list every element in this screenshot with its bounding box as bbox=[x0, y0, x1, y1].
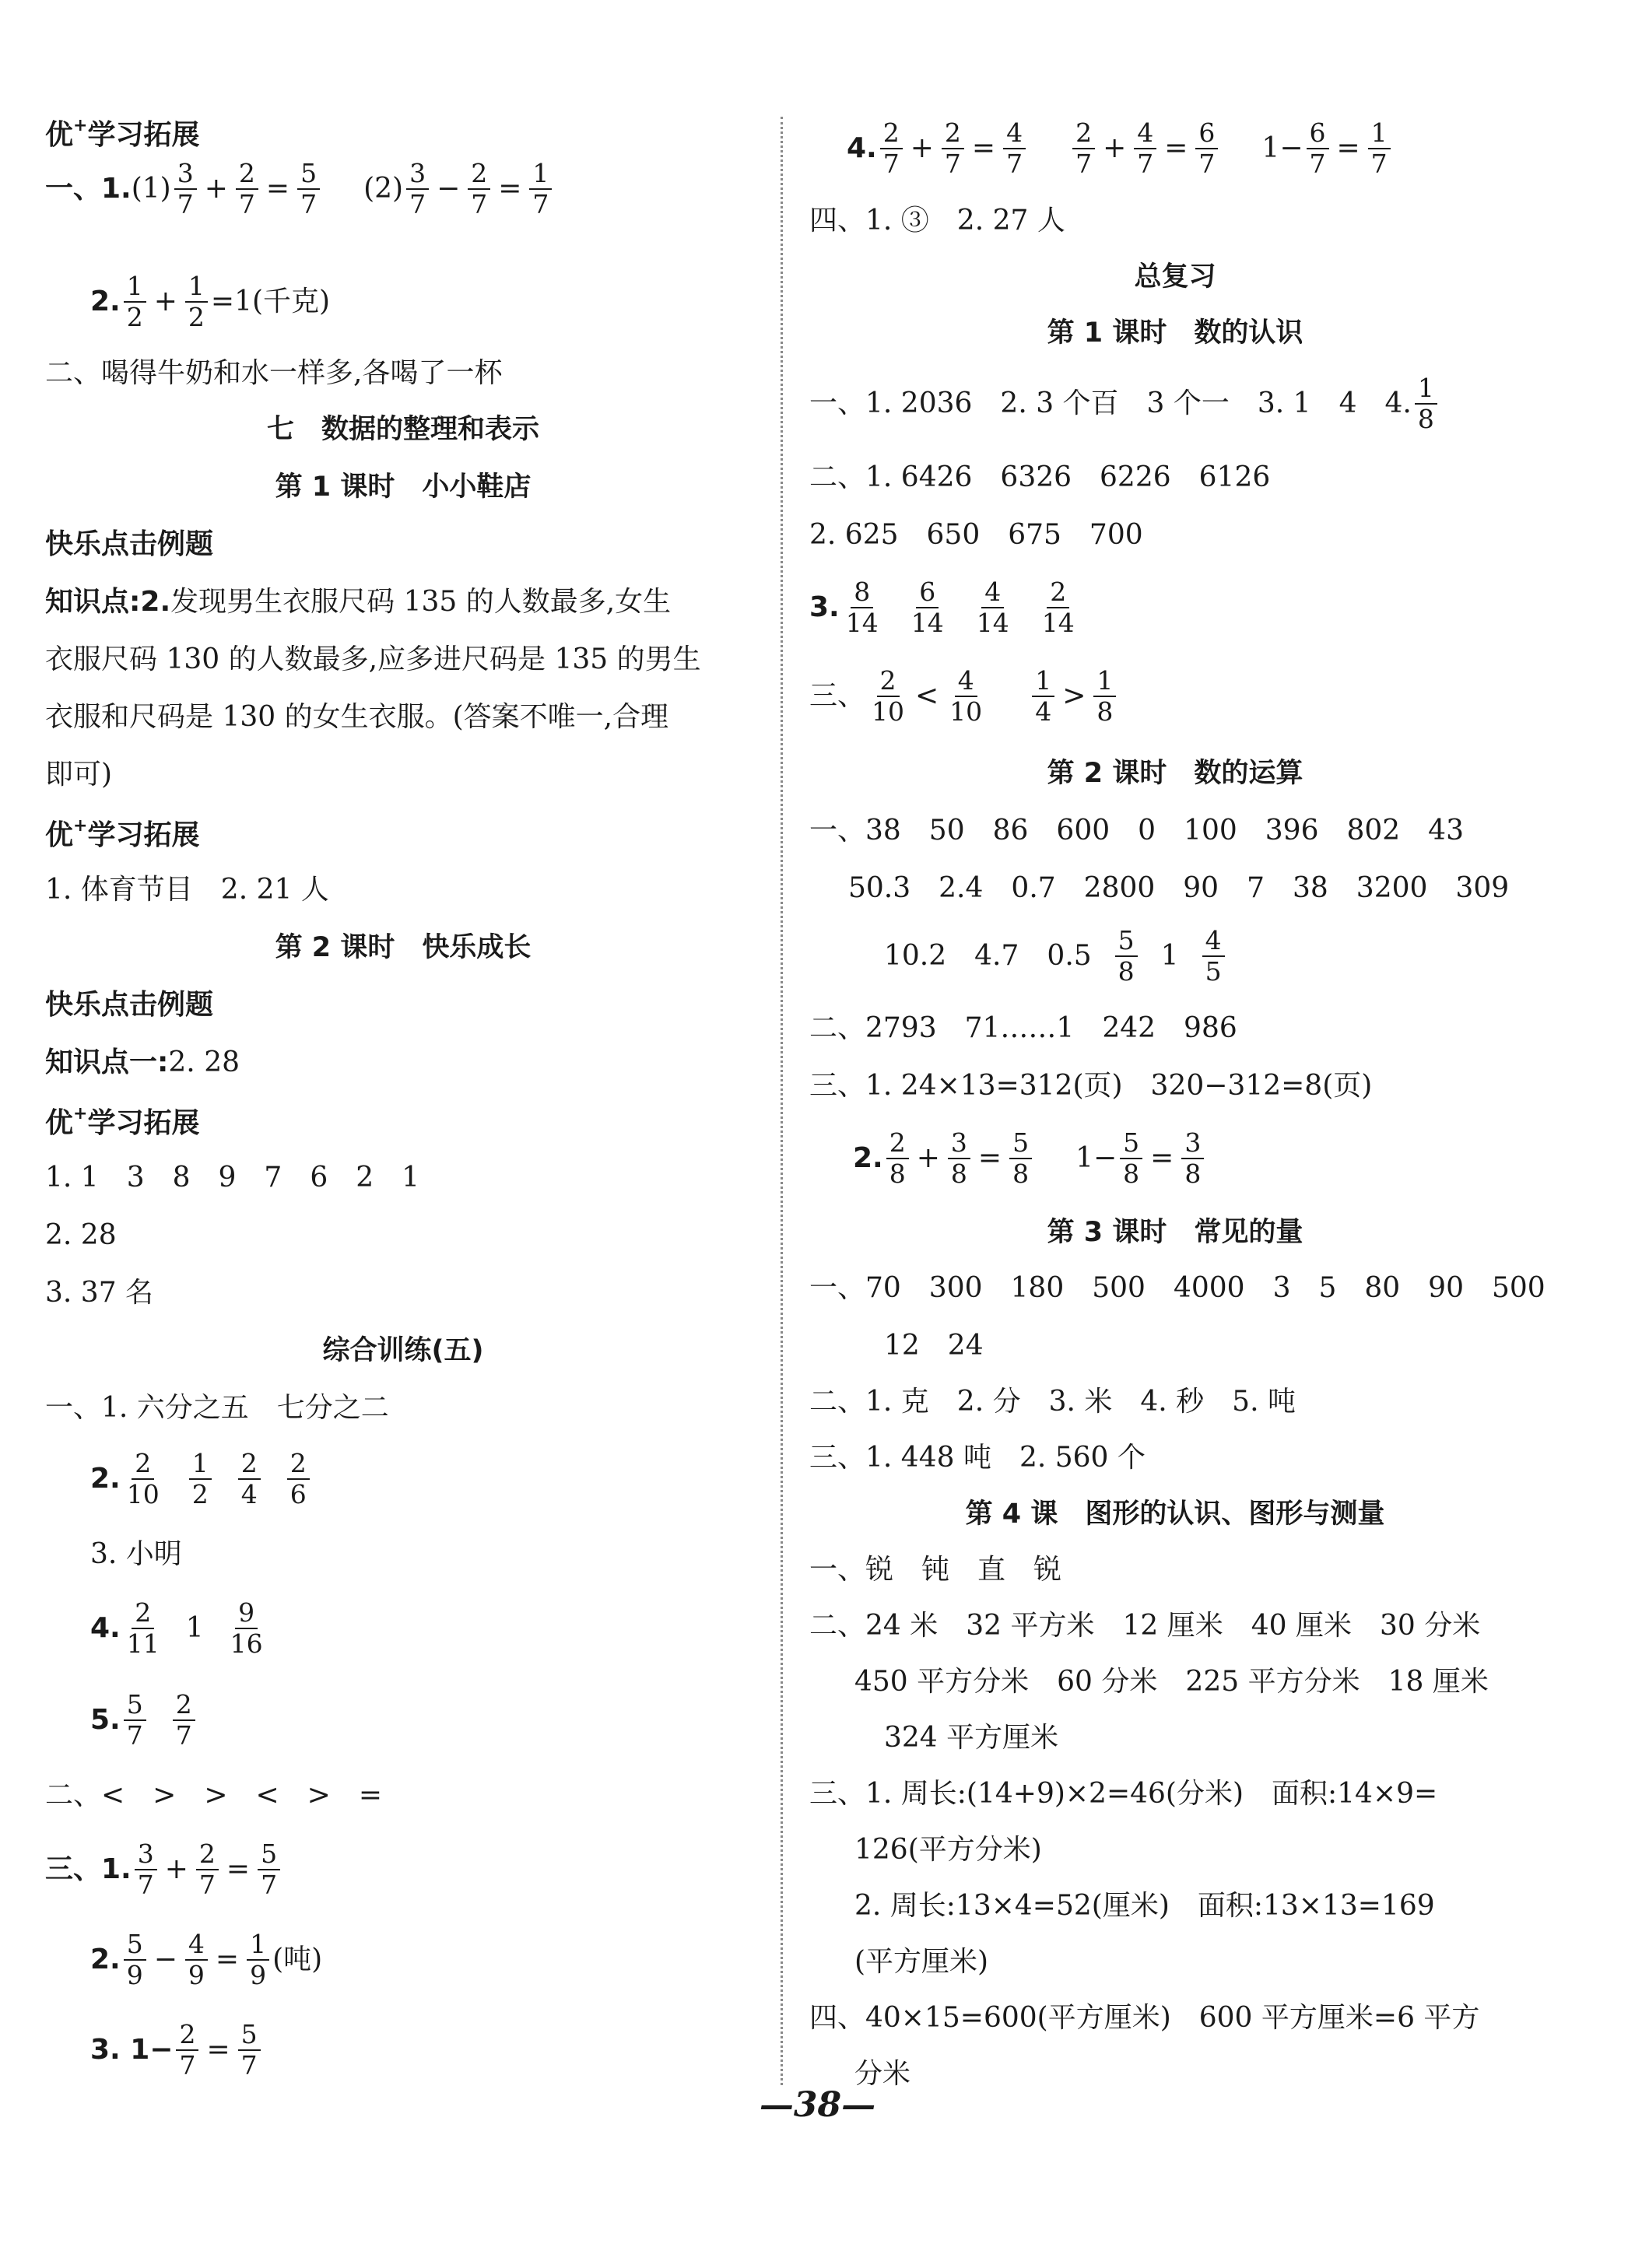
answer-line: 知识点:2. 发现男生衣服尺码 135 的人数最多,女生 bbox=[45, 586, 672, 618]
answer-line: 3. 37 名 bbox=[45, 1277, 154, 1309]
answer-line: 二、1. 6426 6326 6226 6126 bbox=[809, 461, 1271, 493]
answer-line: 二、2793 71……1 242 986 bbox=[809, 1012, 1237, 1044]
subheading: 快乐点击例题 bbox=[45, 528, 214, 560]
fraction: $\frac{2}{11}$ bbox=[126, 1597, 160, 1659]
answer-line: 一、1. (1) $\frac{3}{7}$ + $\frac{2}{7}$ = $\frac{5}{7}$ (2) $\frac{3}{7}$ − $\frac{2}{7}$ = $\frac{1}{7}$ bbox=[45, 156, 555, 223]
answer-line: 四、1. ③ 2. 27 人 bbox=[809, 205, 1065, 237]
answer-line: 50.3 2.4 0.7 2800 90 7 38 3200 309 bbox=[848, 872, 1510, 904]
answer-line: 二、1. 克 2. 分 3. 米 4. 秒 5. 吨 bbox=[809, 1386, 1296, 1418]
answer-line: 一、38 50 86 600 0 100 396 802 43 bbox=[809, 815, 1464, 847]
fraction: $\frac{2}{10}$ bbox=[126, 1448, 160, 1509]
section-heading-you-learning: 优+学习拓展 bbox=[45, 116, 200, 151]
answer-line: 4. $\frac{2}{11}$ 1 $\frac{9}{16}$ bbox=[90, 1595, 269, 1662]
fraction: $\frac{5}{7}$ bbox=[258, 1839, 280, 1900]
lesson-title: 第 1 课时 小小鞋店 bbox=[275, 471, 532, 503]
answer-line: 三、1. 周长:(14+9)×2=46(分米) 面积:14×9= bbox=[809, 1778, 1438, 1810]
answer-line: 二、喝得牛奶和水一样多,各喝了一杯 bbox=[45, 357, 503, 389]
lesson-title: 第 2 课时 数的运算 bbox=[1047, 758, 1303, 789]
answer-line: 2. 28 bbox=[45, 1219, 117, 1251]
fraction: $\frac{4}{7}$ bbox=[1003, 118, 1026, 179]
answer-line: 一、锐 钝 直 锐 bbox=[809, 1554, 1062, 1586]
answer-line: 一、1. 2036 2. 3 个百 3 个一 3. 1 4 4. $\frac{1}{8}$ bbox=[809, 370, 1440, 437]
fraction: $\frac{5}{7}$ bbox=[124, 1690, 146, 1751]
fraction: $\frac{1}{4}$ bbox=[1032, 666, 1054, 727]
fraction: $\frac{4}{14}$ bbox=[976, 577, 1009, 638]
answer-line: 2. 周长:13×4=52(厘米) 面积:13×13=169 bbox=[854, 1890, 1435, 1922]
fraction: $\frac{2}{7}$ bbox=[173, 1690, 195, 1751]
answer-line: 450 平方分米 60 分米 225 平方分米 18 厘米 bbox=[854, 1666, 1489, 1698]
fraction: $\frac{4}{7}$ bbox=[1134, 118, 1156, 179]
fraction: $\frac{5}{7}$ bbox=[238, 2020, 261, 2080]
answer-line: 分米 bbox=[854, 2058, 911, 2090]
answer-line: 324 平方厘米 bbox=[884, 1722, 1059, 1754]
fraction: $\frac{2}{8}$ bbox=[886, 1128, 909, 1189]
fraction: $\frac{1}{7}$ bbox=[529, 159, 552, 219]
fraction: $\frac{5}{9}$ bbox=[124, 1930, 146, 1990]
fraction: $\frac{2}{6}$ bbox=[287, 1449, 310, 1509]
fraction: $\frac{1}{2}$ bbox=[189, 1449, 212, 1509]
fraction: $\frac{8}{14}$ bbox=[845, 577, 879, 638]
answer-line: 衣服尺码 130 的人数最多,应多进尺码是 135 的男生 bbox=[45, 643, 701, 675]
fraction: $\frac{3}{8}$ bbox=[948, 1128, 970, 1189]
fraction: $\frac{2}{7}$ bbox=[1072, 118, 1095, 179]
answer-line: 即可) bbox=[45, 759, 113, 790]
fraction: $\frac{5}{7}$ bbox=[297, 159, 320, 219]
fraction: $\frac{6}{7}$ bbox=[1307, 118, 1329, 179]
fraction: $\frac{4}{10}$ bbox=[949, 665, 983, 727]
fraction: $\frac{1}{2}$ bbox=[124, 272, 146, 332]
fraction: $\frac{6}{14}$ bbox=[910, 577, 944, 638]
answer-line: (平方厘米) bbox=[854, 1946, 989, 1978]
fraction: $\frac{1}{8}$ bbox=[1093, 666, 1116, 727]
page-number: —38— bbox=[759, 2085, 876, 2125]
answer-line: 12 24 bbox=[884, 1330, 984, 1362]
lesson-title: 第 4 课 图形的认识、图形与测量 bbox=[965, 1499, 1385, 1530]
lesson-title: 第 2 课时 快乐成长 bbox=[275, 932, 532, 963]
column-divider bbox=[781, 117, 783, 2085]
answer-line: 二、24 米 32 平方米 12 厘米 40 厘米 30 分米 bbox=[809, 1610, 1481, 1642]
fraction: $\frac{2}{7}$ bbox=[196, 1839, 219, 1900]
answer-line: 2. $\frac{2}{10}$ $\frac{1}{2}$ $\frac{2}{4}$ $\frac{2}{6}$ bbox=[90, 1446, 313, 1513]
fraction: $\frac{2}{14}$ bbox=[1041, 577, 1075, 638]
answer-line: 知识点一: 2. 28 bbox=[45, 1046, 240, 1078]
answer-line: 二、< > > < > = bbox=[45, 1779, 382, 1811]
answer-line: 4. $\frac{2}{7}$ + $\frac{2}{7}$ = $\frac{4}{7}$ $\frac{2}{7}$ + $\frac{4}{7}$ = $\frac{6}{7}$ 1− $\frac{6}{7}$ = $\frac{1}{7}$ bbox=[847, 115, 1394, 182]
subheading: 快乐点击例题 bbox=[45, 989, 214, 1021]
fraction: $\frac{4}{5}$ bbox=[1202, 926, 1225, 987]
section-title: 总复习 bbox=[1134, 261, 1216, 293]
answer-line: 10.2 4.7 0.5 $\frac{5}{8}$ 1 $\frac{4}{5}$ bbox=[884, 923, 1228, 990]
fraction: $\frac{5}{8}$ bbox=[1115, 926, 1138, 987]
answer-line: 三、1. 24×13=312(页) 320−312=8(页) bbox=[809, 1070, 1373, 1102]
answer-line: 三、1. 448 吨 2. 560 个 bbox=[809, 1442, 1146, 1474]
answer-line: 3. 小明 bbox=[90, 1538, 182, 1570]
fraction: $\frac{5}{8}$ bbox=[1009, 1128, 1032, 1189]
answer-line: 1. 体育节目 2. 21 人 bbox=[45, 874, 329, 906]
answer-line: 四、40×15=600(平方厘米) 600 平方厘米=6 平方 bbox=[809, 2002, 1480, 2034]
fraction: $\frac{2}{7}$ bbox=[468, 159, 490, 219]
fraction: $\frac{2}{7}$ bbox=[942, 118, 964, 179]
fraction: $\frac{2}{10}$ bbox=[872, 665, 905, 727]
section-title: 七 数据的整理和表示 bbox=[266, 414, 539, 445]
fraction: $\frac{2}{7}$ bbox=[236, 159, 258, 219]
answer-line: 一、1. 六分之五 七分之二 bbox=[45, 1392, 389, 1424]
fraction: $\frac{2}{4}$ bbox=[238, 1449, 261, 1509]
lesson-title: 第 3 课时 常见的量 bbox=[1047, 1217, 1303, 1248]
lesson-title: 第 1 课时 数的认识 bbox=[1047, 317, 1303, 349]
answer-line: 衣服和尺码是 130 的女生衣服。(答案不唯一,合理 bbox=[45, 701, 669, 733]
fraction: $\frac{1}{7}$ bbox=[1368, 118, 1391, 179]
answer-line: 三、1. $\frac{3}{7}$ + $\frac{2}{7}$ = $\frac{5}{7}$ bbox=[45, 1836, 283, 1903]
fraction: $\frac{1}{2}$ bbox=[185, 272, 208, 332]
answer-line: 一、70 300 180 500 4000 3 5 80 90 500 bbox=[809, 1272, 1546, 1304]
answer-line: 2. 625 650 675 700 bbox=[809, 519, 1143, 551]
answer-line: 2. $\frac{5}{9}$ − $\frac{4}{9}$ = $\frac{1}{9}$ (吨) bbox=[90, 1929, 323, 1990]
answer-line: 三、 $\frac{2}{10}$ < $\frac{4}{10}$ $\frac{1}{4}$ > $\frac{1}{8}$ bbox=[809, 663, 1119, 730]
fraction: $\frac{2}{7}$ bbox=[176, 2020, 198, 2080]
section-heading-you-learning: 优+学习拓展 bbox=[45, 816, 200, 851]
answer-line: 126(平方分米) bbox=[854, 1834, 1042, 1866]
answer-line: 3. $\frac{8}{14}$ $\frac{6}{14}$ $\frac{4}{14}$ $\frac{2}{14}$ bbox=[809, 574, 1081, 641]
fraction: $\frac{1}{8}$ bbox=[1415, 373, 1437, 434]
section-heading-you-learning: 优+学习拓展 bbox=[45, 1104, 200, 1139]
answer-line: 5. $\frac{5}{7}$ $\frac{2}{7}$ bbox=[90, 1687, 198, 1754]
fraction: $\frac{9}{16}$ bbox=[230, 1597, 263, 1659]
fraction: $\frac{6}{7}$ bbox=[1195, 118, 1218, 179]
fraction: $\frac{4}{9}$ bbox=[185, 1930, 208, 1990]
fraction: $\frac{3}{7}$ bbox=[135, 1839, 157, 1900]
section-title: 综合训练(五) bbox=[322, 1335, 484, 1366]
answer-line: 1. 1 3 8 9 7 6 2 1 bbox=[45, 1162, 420, 1194]
fraction: $\frac{1}{9}$ bbox=[247, 1930, 269, 1990]
fraction: $\frac{5}{8}$ bbox=[1120, 1128, 1142, 1189]
fraction: $\frac{2}{7}$ bbox=[880, 118, 903, 179]
fraction: $\frac{3}{7}$ bbox=[406, 159, 429, 219]
fraction: $\frac{3}{7}$ bbox=[174, 159, 197, 219]
fraction: $\frac{3}{8}$ bbox=[1181, 1128, 1204, 1189]
answer-line: 2. $\frac{1}{2}$ + $\frac{1}{2}$ =1(千克) bbox=[90, 271, 331, 332]
answer-line: 2. $\frac{2}{8}$ + $\frac{3}{8}$ = $\frac{5}{8}$ 1− $\frac{5}{8}$ = $\frac{3}{8}$ bbox=[853, 1125, 1207, 1192]
answer-line: 3. 1− $\frac{2}{7}$ = $\frac{5}{7}$ bbox=[90, 2017, 264, 2084]
